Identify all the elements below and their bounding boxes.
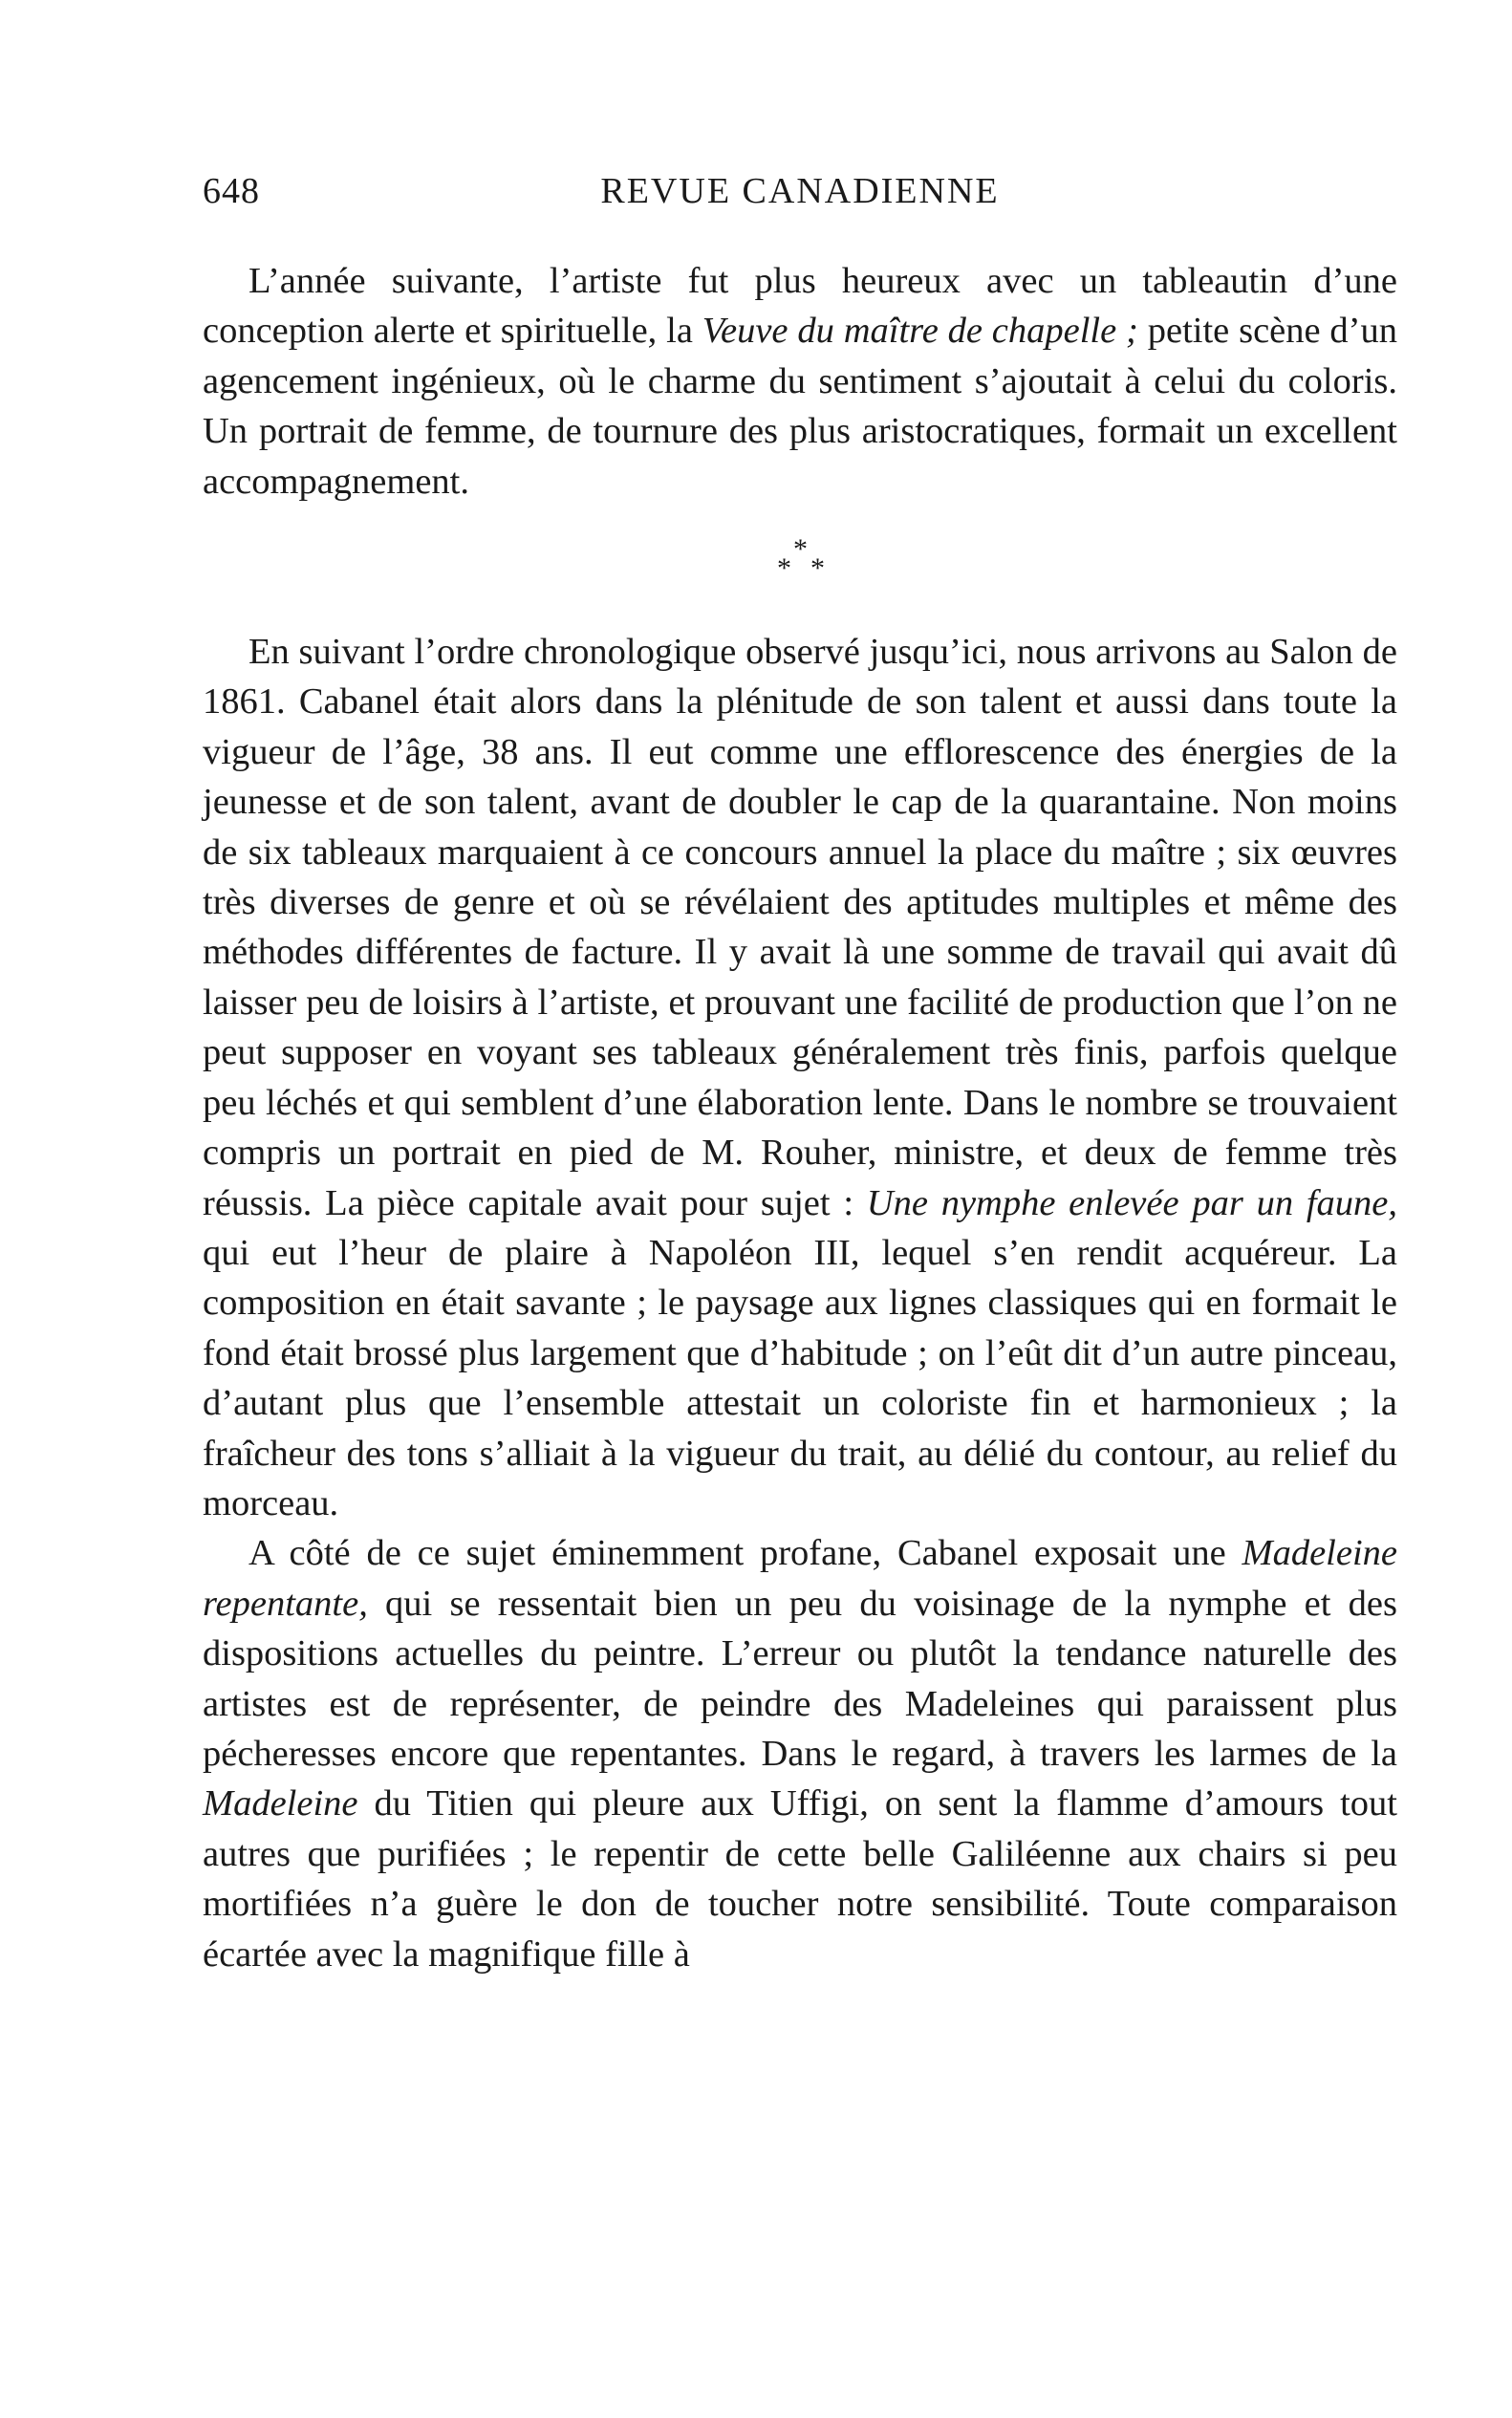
artwork-title-madeleine-repentante: Madeleine repentante, <box>203 1533 1397 1624</box>
artwork-title-veuve: Veuve du maître de chapelle ; <box>702 311 1138 352</box>
artwork-title-madeleine: Madeleine <box>203 1783 358 1824</box>
section-separator-asterism <box>203 507 1397 627</box>
page-number: 648 <box>203 171 260 211</box>
journal-title: REVUE CANADIENNE <box>600 171 1000 211</box>
paragraph-2 <box>203 627 1397 1528</box>
artwork-title-nymphe: Une nymphe enlevée par un faune, <box>866 1182 1397 1223</box>
paragraph-3-text-b: qui se ressentait bien un peu du voisinage de la nymphe et des dispositions actuelles du peintre. L’erreur ou plutôt la tendance naturelle des artistes est de représenter, de peindre des Madeleines qui paraissent plus pécheresses encore que repentantes. Dans le regard, à travers les larmes de la <box>203 1583 1397 1774</box>
paragraph-3-text-a: A côté de ce sujet éminemment profane, Cabanel exposait une <box>248 1533 1242 1574</box>
paragraph-2-text-b: qui eut l’heur de plaire à Napoléon III, lequel s’en rendit acquéreur. La composition en était savante ; le paysage aux lignes classiques qui en formait le fond était brossé plus largement que d’habitude ; on l’eût dit d’un autre pinceau, d’autant plus que l’ensemble attestait un coloriste fin et harmonieux ; la fraîcheur des tons s’alliait à la vigueur du trait, au délié du contour, au relief du morceau. <box>203 1232 1397 1523</box>
asterism-star-right: * <box>810 552 825 585</box>
paragraph-3-text-c: du Titien qui pleure aux Uffigi, on sent la flamme d’amours tout autres que purifiées ; le repentir de cette belle Galiléenne aux chairs si peu mortifiées n’a guère le don de toucher notre sensibilité. Toute comparaison écartée avec la magnifique fille à <box>203 1783 1397 1975</box>
paragraph-1-text-a: L’année suivante, l’artiste fut plus heureux avec un tableautin d’une conception alerte et spirituelle, la <box>203 261 1397 352</box>
paragraph-2-text-a: En suivant l’ordre chronologique observé jusqu’ici, nous arrivons au Salon de 1861. Cabanel était alors dans la plénitude de son talent et aussi dans toute la vigueur de l’âge, 38 ans. Il eut comme une efflorescence des énergies de la jeunesse et de son talent, avant de doubler le cap de la quarantaine. Non moins de six tableaux marquaient à ce concours annuel la place du maître ; six œuvres très diverses de genre et où se révélaient des aptitudes multiples et même des méthodes différentes de facture. Il y avait là une somme de travail qui avait dû laisser peu de loisirs à l’artiste, et prouvant une facilité de production que l’on ne peut supposer en voyant ses tableaux généralement très finis, parfois quelque peu léchés et qui semblent d’une élaboration lente. Dans le nombre se trouvaient compris un portrait en pied de M. Rouher, ministre, et deux de femme très réussis. La pièce capitale avait pour sujet : <box>203 632 1397 1223</box>
asterism-star-top: * <box>793 533 808 566</box>
running-head <box>203 170 1397 220</box>
paragraph-3 <box>203 1528 1397 1979</box>
paragraph-1-text-b: petite scène d’un agencement ingénieux, où le charme du sentiment s’ajoutait à celui du coloris. Un portrait de femme, de tournure des plus aristocratiques, formait un excellent accompagnement. <box>203 311 1397 502</box>
asterism-star-left: * <box>777 552 791 585</box>
body-text <box>203 256 1397 1979</box>
paragraph-1 <box>203 256 1397 507</box>
